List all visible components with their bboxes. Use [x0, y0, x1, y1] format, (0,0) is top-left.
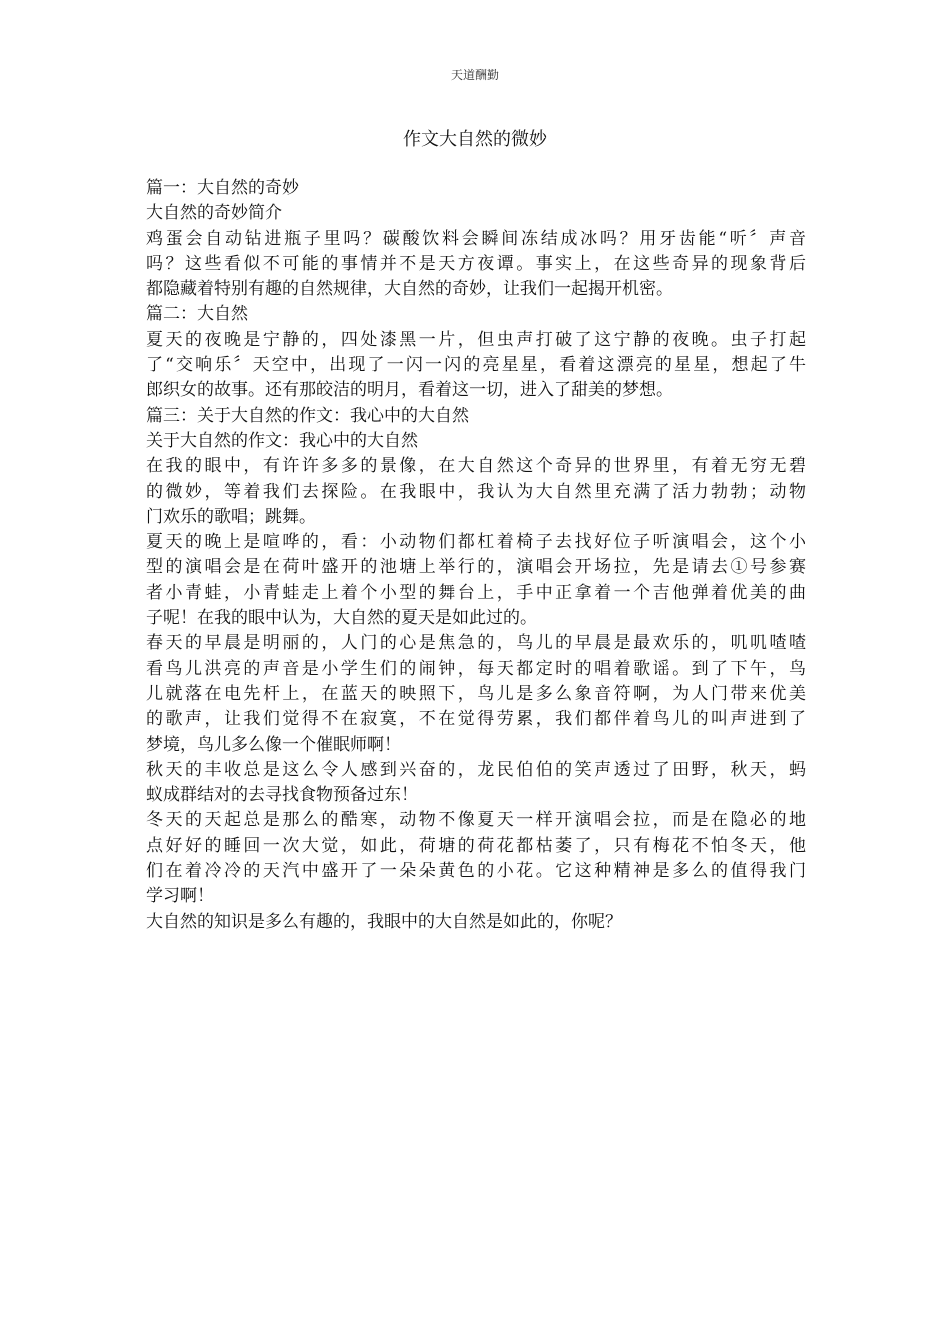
text-line: 学习啊！	[146, 886, 214, 907]
text-line: 春天的早晨是明丽的，人门的心是焦急的，鸟儿的早晨是最欢乐的，叽叽喳喳	[146, 633, 806, 654]
text-line: 儿就落在电先杆上，在蓝天的映照下，鸟儿是多么象音符啊，为人门带来优美	[146, 683, 806, 704]
page-header: 天道酬勤	[450, 68, 499, 82]
text-line: 篇二：大自然	[146, 304, 248, 325]
text-line: 夏天的夜晚是宁静的，四处漆黑一片，但虫声打破了这宁静的夜晚。虫子打起	[146, 329, 806, 350]
text-line: 秋天的丰收总是这么令人感到兴奋的，龙民伯伯的笑声透过了田野，秋天，蚂	[146, 759, 806, 780]
text-line: 点好好的睡回一次大觉，如此，荷塘的荷花都枯萎了，只有梅花不怕冬天，他	[146, 835, 806, 856]
text-line: 型的演唱会是在荷叶盛开的池塘上举行的，演唱会开场拉，先是请去①号参赛	[146, 557, 806, 578]
text-line: 看鸟儿洪亮的声音是小学生们的闹钟，每天都定时的唱着歌谣。到了下午，鸟	[146, 658, 806, 679]
document-title: 作文大自然的微妙	[403, 129, 547, 150]
text-line: 吗？这些看似不可能的事情并不是天方夜谭。事实上，在这些奇异的现象背后	[146, 253, 806, 274]
text-line: 门欢乐的歌唱；跳舞。	[146, 506, 316, 527]
text-line: 大自然的知识是多么有趣的，我眼中的大自然是如此的，你呢？	[146, 911, 622, 932]
text-line: 了“交响乐〞天空中，出现了一闪一闪的亮星星，看着这漂亮的星星，想起了牛	[146, 355, 806, 376]
text-line: 郎织女的故事。还有那皎洁的明月，看着这一切，进入了甜美的梦想。	[146, 380, 673, 401]
text-line: 者小青蛙，小青蛙走上着个小型的舞台上，手中正拿着一个吉他弹着优美的曲	[146, 582, 806, 603]
text-line: 蚁成群结对的去寻找食物预备过东！	[146, 785, 418, 806]
text-line: 篇一：大自然的奇妙	[146, 178, 299, 198]
text-line: 在我的眼中，有许许多多的景像，在大自然这个奇异的世界里，有着无穷无碧	[146, 456, 806, 477]
text-line: 子呢！在我的眼中认为，大自然的夏天是如此过的。	[146, 608, 537, 629]
text-line: 关于大自然的作文：我心中的大自然	[146, 430, 418, 451]
text-line: 鸡蛋会自动钻进瓶子里吗？碳酸饮料会瞬间冻结成冰吗？用牙齿能“听〞声音	[146, 228, 806, 249]
text-line: 梦境，鸟儿多么像一个催眠师啊！	[146, 734, 401, 755]
text-line: 的歌声，让我们觉得不在寂寞，不在觉得劳累，我们都伴着鸟儿的叫声进到了	[146, 709, 806, 730]
text-line: 夏天的晚上是喧哗的，看：小动物们都杠着椅子去找好位子听演唱会，这个小	[146, 532, 806, 553]
text-line: 的微妙，等着我们去探险。在我眼中，我认为大自然里充满了活力勃勃；动物	[146, 481, 806, 502]
text-line: 都隐藏着特别有趣的自然规律，大自然的奇妙，让我们一起揭开机密。	[146, 279, 673, 300]
text-line: 大自然的奇妙简介	[146, 203, 282, 224]
text-line: 冬天的天起总是那么的酷寒，动物不像夏天一样开演唱会拉，而是在隐必的地	[146, 810, 806, 831]
text-line: 篇三：关于大自然的作文：我心中的大自然	[146, 405, 469, 426]
text-line: 们在着冷冷的天汽中盛开了一朵朵黄色的小花。它这种精神是多么的值得我门	[146, 861, 806, 882]
document-body	[146, 176, 806, 935]
